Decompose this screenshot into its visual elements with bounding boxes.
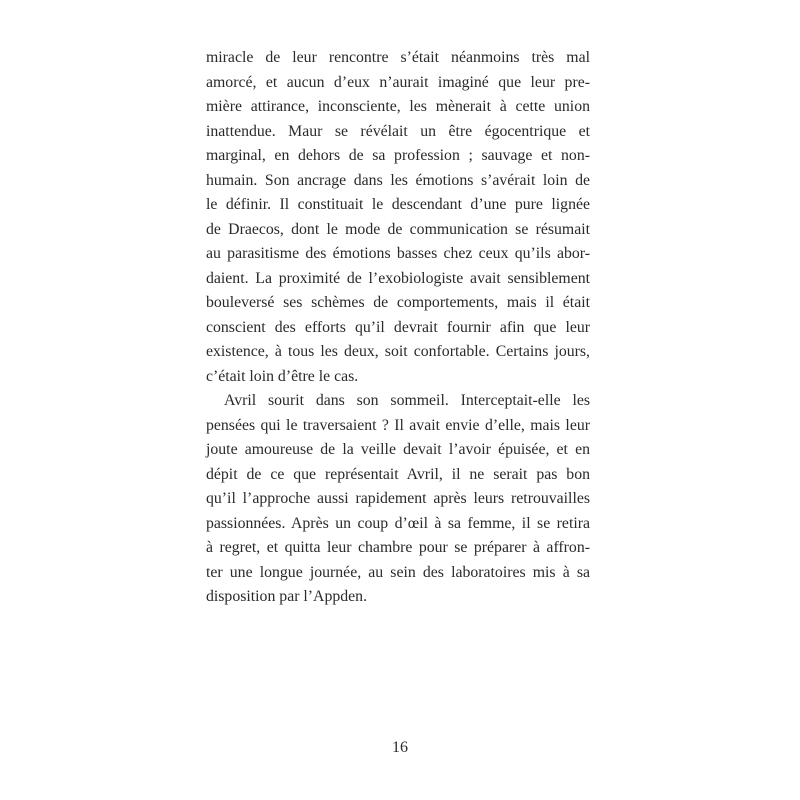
text-line: le définir. Il constituait le descendant d’une pure lignée: [206, 196, 590, 213]
paragraph: [206, 46, 590, 389]
text-line: c’était loin d’être le cas.: [206, 367, 359, 385]
text-line: bouleversé ses schèmes de comportements, mais il était: [206, 294, 590, 311]
text-line: daient. La proximité de l’exobiologiste avait sensiblement: [206, 269, 590, 287]
text-line: passionnées. Après un coup d’œil à sa femme, il se retira: [206, 514, 590, 532]
text-line: Avril sourit dans son sommeil. Interceptait-elle les: [224, 392, 590, 409]
text-line: amorcé, et aucun d’eux n’aurait imaginé que leur pre-: [206, 73, 590, 91]
text-line: de Draecos, dont le mode de communication se résumait: [206, 220, 590, 238]
text-line: au parasitisme des émotions basses chez ceux qu’ils abor-: [206, 245, 590, 262]
page-number: 16: [392, 739, 408, 756]
text-line: qu’il l’approche aussi rapidement après leurs retrouvailles: [206, 490, 590, 507]
text-line: ter une longue journée, au sein des laboratoires mis à sa: [206, 563, 590, 581]
text-line: marginal, en dehors de sa profession ; sauvage et non-: [206, 147, 590, 164]
text-line: inattendue. Maur se révélait un être égocentrique et: [206, 122, 590, 140]
text-line: conscient des efforts qu’il devrait fournir afin que leur: [206, 318, 590, 336]
text-line: disposition par l’Appden.: [206, 588, 368, 605]
text-line: miracle de leur rencontre s’était néanmoins très mal: [206, 49, 590, 66]
text-line: existence, à tous les deux, soit confortable. Certains jours,: [206, 343, 590, 360]
text-line: humain. Son ancrage dans les émotions s’avérait loin de: [206, 171, 590, 189]
body-text: [206, 46, 590, 610]
text-line: pensées qui le traversaient ? Il avait envie d’elle, mais leur: [206, 416, 590, 434]
text-line: dépit de ce que représentait Avril, il ne serait pas bon: [206, 465, 590, 483]
text-line: joute amoureuse de la veille devait l’avoir épuisée, et en: [206, 441, 590, 458]
paragraph: [206, 389, 590, 610]
text-line: mière attirance, inconsciente, les mènerait à cette union: [206, 98, 590, 115]
text-line: à regret, et quitta leur chambre pour se préparer à affron-: [206, 539, 590, 556]
